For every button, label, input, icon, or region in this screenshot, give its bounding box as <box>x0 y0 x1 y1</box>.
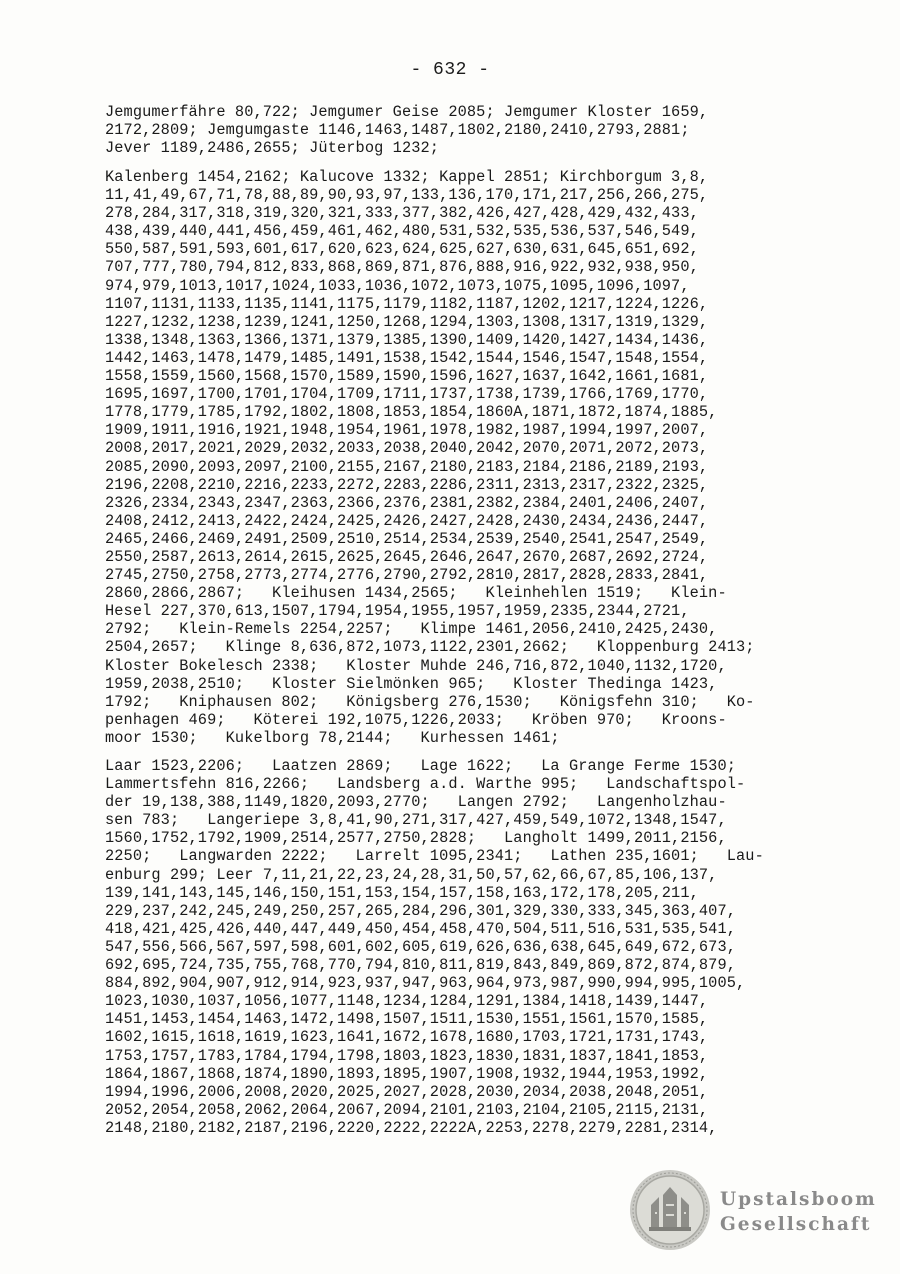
index-line: 1560,1752,1792,1909,2514,2577,2750,2828; Langholt 1499,2011,2156, <box>105 829 727 848</box>
index-line: 1338,1348,1363,1366,1371,1379,1385,1390,1409,1420,1427,1434,1436, <box>105 330 709 349</box>
index-line: 1959,2038,2510; Kloster Sielmönken 965; Kloster Thedinga 1423, <box>105 674 718 693</box>
index-line: 2550,2587,2613,2614,2615,2625,2645,2646,2647,2670,2687,2692,2724, <box>105 547 709 566</box>
index-line: 1994,1996,2006,2008,2020,2025,2027,2028,2030,2034,2038,2048,2051, <box>105 1082 709 1101</box>
index-line: 884,892,904,907,912,914,923,937,947,963,964,973,987,990,994,995,1005, <box>105 974 746 993</box>
index-line: 2792; Klein-Remels 2254,2257; Klimpe 1461,2056,2410,2425,2430, <box>105 620 718 639</box>
index-line: 707,777,780,794,812,833,868,869,871,876,888,916,922,932,938,950, <box>105 258 699 277</box>
logo-line-1: Upstalsboom <box>720 1189 877 1210</box>
index-line: 139,141,143,145,146,150,151,153,154,157,158,163,172,178,205,211, <box>105 883 699 902</box>
index-line: 1442,1463,1478,1479,1485,1491,1538,1542,1544,1546,1547,1548,1554, <box>105 348 709 367</box>
index-line: sen 783; Langeriepe 3,8,41,90,271,317,427,459,549,1072,1348,1547, <box>105 811 727 830</box>
index-line: 1023,1030,1037,1056,1077,1148,1234,1284,1291,1384,1418,1439,1447, <box>105 992 709 1011</box>
index-line: 2408,2412,2413,2422,2424,2425,2426,2427,2428,2430,2434,2436,2447, <box>105 511 709 530</box>
index-line: Kloster Bokelesch 2338; Kloster Muhde 246,716,872,1040,1132,1720, <box>105 656 727 675</box>
logo-line-2: Gesellschaft <box>720 1214 872 1235</box>
index-line: 1602,1615,1618,1619,1623,1641,1672,1678,1680,1703,1721,1731,1743, <box>105 1028 709 1047</box>
index-line: 1753,1757,1783,1784,1794,1798,1803,1823,1830,1831,1837,1841,1853, <box>105 1046 709 1065</box>
index-line: 550,587,591,593,601,617,620,623,624,625,627,630,631,645,651,692, <box>105 240 699 259</box>
index-line: 438,439,440,441,456,459,461,462,480,531,532,535,536,537,546,549, <box>105 222 699 241</box>
index-line: 2326,2334,2343,2347,2363,2366,2376,2381,2382,2384,2401,2406,2407, <box>105 493 709 512</box>
index-line: 1451,1453,1454,1463,1472,1498,1507,1511,1530,1551,1561,1570,1585, <box>105 1010 709 1029</box>
index-line: 2008,2017,2021,2029,2032,2033,2038,2040,2042,2070,2071,2072,2073, <box>105 439 709 458</box>
index-section-l <box>105 757 835 1137</box>
index-line: 2172,2809; Jemgumgaste 1146,1463,1487,1802,2180,2410,2793,2881; <box>105 121 690 140</box>
index-line: 2504,2657; Klinge 8,636,872,1073,1122,2301,2662; Kloppenburg 2413; <box>105 638 755 657</box>
index-line: 2250; Langwarden 2222; Larrelt 1095,2341; Lathen 235,1601; Lau- <box>105 847 764 866</box>
index-line: 278,284,317,318,319,320,321,333,377,382,426,427,428,429,432,433, <box>105 204 699 223</box>
index-line: 2196,2208,2210,2216,2233,2272,2283,2286,2311,2313,2317,2322,2325, <box>105 475 709 494</box>
index-line: Jemgumerfähre 80,722; Jemgumer Geise 2085; Jemgumer Kloster 1659, <box>105 103 709 121</box>
upstalsboom-seal-logo <box>629 1169 711 1251</box>
index-section-k <box>105 168 835 747</box>
index-line: 2465,2466,2469,2491,2509,2510,2514,2534,2539,2540,2541,2547,2549, <box>105 529 709 548</box>
index-line: Laar 1523,2206; Laatzen 2869; Lage 1622; La Grange Ferme 1530; <box>105 757 737 775</box>
index-line: 1558,1559,1560,1568,1570,1589,1590,1596,1627,1637,1642,1661,1681, <box>105 367 709 386</box>
index-line: 692,695,724,735,755,768,770,794,810,811,819,843,849,869,872,874,879, <box>105 956 737 975</box>
index-line: penhagen 469; Köterei 192,1075,1226,2033; Kröben 970; Kroons- <box>105 710 727 729</box>
index-line: 2052,2054,2058,2062,2064,2067,2094,2101,2103,2104,2105,2115,2131, <box>105 1100 709 1119</box>
index-line: 2085,2090,2093,2097,2100,2155,2167,2180,2183,2184,2186,2189,2193, <box>105 457 709 476</box>
upstalsboom-logo-text <box>720 1187 877 1237</box>
index-line: enburg 299; Leer 7,11,21,22,23,24,28,31,50,57,62,66,67,85,106,137, <box>105 865 718 884</box>
index-line: 418,421,425,426,440,447,449,450,454,458,470,504,511,516,531,535,541, <box>105 919 737 938</box>
index-line: 547,556,566,567,597,598,601,602,605,619,626,636,638,645,649,672,673, <box>105 937 737 956</box>
index-line: 1695,1697,1700,1701,1704,1709,1711,1737,1738,1739,1766,1769,1770, <box>105 385 709 404</box>
index-line: 11,41,49,67,71,78,88,89,90,93,97,133,136,170,171,217,256,266,275, <box>105 186 709 205</box>
index-line: Lammertsfehn 816,2266; Landsberg a.d. Warthe 995; Landschaftspol- <box>105 775 746 794</box>
index-line: 1778,1779,1785,1792,1802,1808,1853,1854,1860A,1871,1872,1874,1885, <box>105 403 718 422</box>
index-line: 1909,1911,1916,1921,1948,1954,1961,1978,1982,1987,1994,1997,2007, <box>105 421 709 440</box>
index-line: 2860,2866,2867; Kleihusen 1434,2565; Kleinhehlen 1519; Klein- <box>105 584 727 603</box>
index-line: Hesel 227,370,613,1507,1794,1954,1955,1957,1959,2335,2344,2721, <box>105 602 690 621</box>
index-line: 2745,2750,2758,2773,2774,2776,2790,2792,2810,2817,2828,2833,2841, <box>105 566 709 585</box>
index-line: 1227,1232,1238,1239,1241,1250,1268,1294,1303,1308,1317,1319,1329, <box>105 312 709 331</box>
index-line: 974,979,1013,1017,1024,1033,1036,1072,1073,1075,1095,1096,1097, <box>105 276 690 295</box>
index-line: 229,237,242,245,249,250,257,265,284,296,301,329,330,333,345,363,407, <box>105 901 737 920</box>
index-line: 1792; Kniphausen 802; Königsberg 276,1530; Königsfehn 310; Ko- <box>105 692 755 711</box>
index-line: 1864,1867,1868,1874,1890,1893,1895,1907,1908,1932,1944,1953,1992, <box>105 1064 709 1083</box>
index-line: moor 1530; Kukelborg 78,2144; Kurhessen 1461; <box>105 728 560 747</box>
index-line: der 19,138,388,1149,1820,2093,2770; Langen 2792; Langenholzhau- <box>105 793 727 812</box>
index-section-j <box>105 103 835 157</box>
index-line: 2148,2180,2182,2187,2196,2220,2222,2222A,2253,2278,2279,2281,2314, <box>105 1118 718 1137</box>
index-line: Kalenberg 1454,2162; Kalucove 1332; Kappel 2851; Kirchborgum 3,8, <box>105 168 709 186</box>
index-line: Jever 1189,2486,2655; Jüterbog 1232; <box>105 139 440 158</box>
page-number: - 632 - <box>410 60 490 80</box>
index-line: 1107,1131,1133,1135,1141,1175,1179,1182,1187,1202,1217,1224,1226, <box>105 294 709 313</box>
